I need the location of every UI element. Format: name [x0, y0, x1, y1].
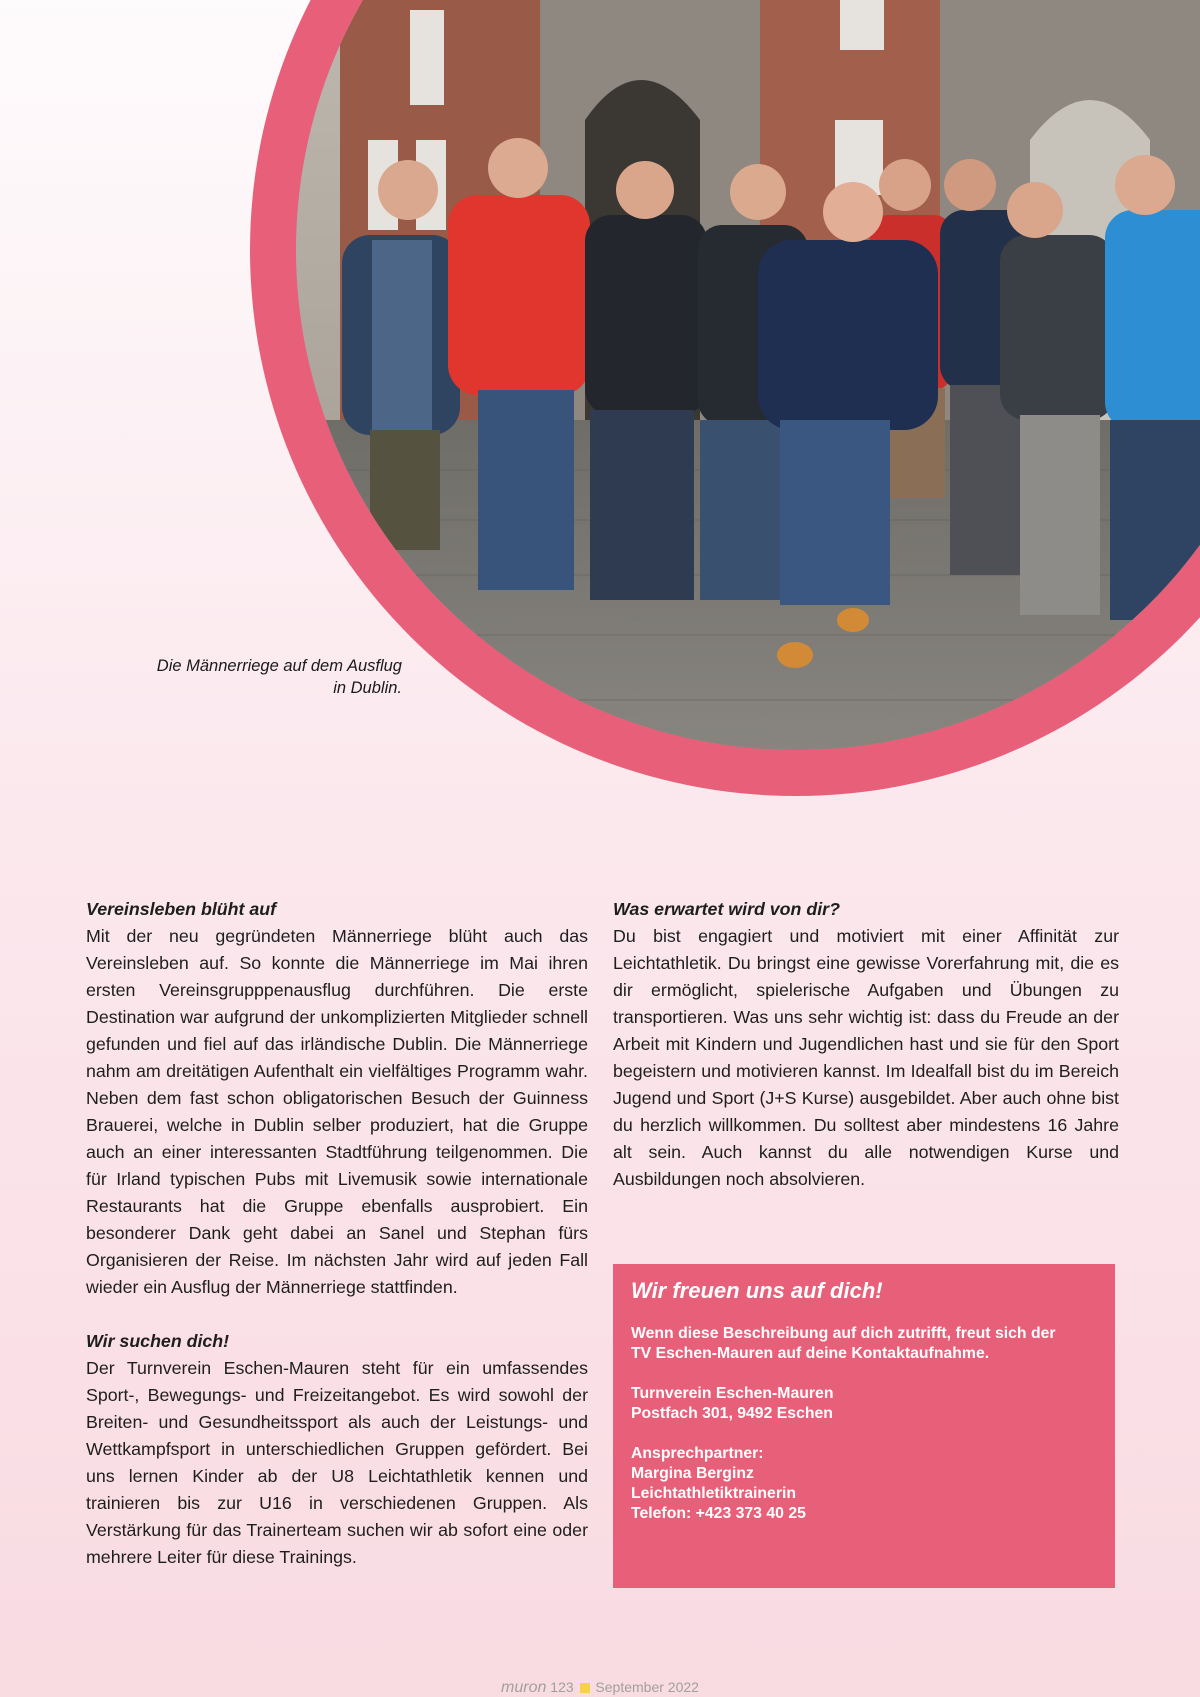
caption-line-1: Die Männerriege auf dem Ausflug [156, 657, 402, 675]
photo-caption [120, 655, 402, 699]
section-text-was-erwartet: Du bist engagiert und motiviert mit einer Affinität zur Leichtathletik. Du bringst eine gewisse Vorerfahrung mit, die es dir ermöglicht, spielerische Aufgaben und Übungen zu transportieren. Was uns sehr wichtig ist: dass du Freude an der Arbeit mit Kindern und Jugendlichen hast und sie für den Sport begeistern und motivieren kannst. Im Idealfall bist du im Bereich Jugend und Sport (J+S Kurse) ausgebildet. Aber auch ohne bist du herzlich willkommen. Du solltest aber mindestens 16 Jahre alt sein. Auch kannst du alle notwendigen Kurse und Ausbildungen noch absolvieren. [613, 926, 1119, 1189]
contact-label: Ansprechpartner: [631, 1445, 764, 1462]
contact-box-title: Wir freuen uns auf dich! [631, 1278, 883, 1303]
yellow-square-icon [580, 1683, 590, 1693]
contact-box [613, 1264, 1115, 1588]
org-name: Turnverein Eschen-Mauren [631, 1385, 834, 1402]
left-column [86, 896, 588, 1571]
contact-phone: Telefon: +423 373 40 25 [631, 1505, 806, 1522]
issue-date: September 2022 [595, 1679, 699, 1695]
contact-role: Leichtathletiktrainerin [631, 1485, 797, 1502]
contact-intro [631, 1324, 1097, 1364]
caption-line-2: in Dublin. [333, 679, 402, 697]
section-heading-vereinsleben: Vereinsleben blüht auf [86, 899, 277, 919]
contact-person [631, 1444, 1097, 1524]
right-column [613, 896, 1119, 1193]
contact-intro-line-1: Wenn diese Beschreibung auf dich zutrifft, freut sich der [631, 1325, 1056, 1342]
org-address: Postfach 301, 9492 Eschen [631, 1405, 833, 1422]
section-heading-wir-suchen: Wir suchen dich! [86, 1331, 230, 1351]
page-footer [0, 1678, 1200, 1697]
section-text-vereinsleben: Mit der neu gegründeten Männerriege blüht auch das Vereinsleben auf. So konnte die Männerriege im Mai ihren ersten Vereinsgrupppenausflug durchführen. Die erste Destination war aufgrund der unkomplizierten Mitglieder schnell gefunden und fiel auf das irländische Dublin. Die Männerriege nahm am dreitätigen Aufenthalt ein vielfältiges Programm wahr. Neben dem fast schon obligatorischen Besuch der Guinness Brauerei, welche in Dublin selber produziert, hat die Gruppe auch an einer interessanten Stadtführung teilgenommen. Die für Irland typischen Pubs mit Livemusik sowie internationale Restaurants hat die Gruppe ebenfalls ausprobiert. Ein besonderer Dank geht dabei an Sanel und Stephan fürs Organisieren der Reise. Im nächsten Jahr wird auf jeden Fall wieder ein Ausflug der Männerriege stattfinden. [86, 926, 588, 1297]
section-heading-was-erwartet: Was erwartet wird von dir? [613, 899, 840, 919]
magazine-name: muron [501, 1679, 547, 1696]
section-text-wir-suchen: Der Turnverein Eschen-Mauren steht für ein umfassendes Sport-, Bewegungs- und Freizeitangebot. Es wird sowohl der Breiten- und Gesundheitssport als auch der Leistungs- und Wettkampfsport in unterschiedlichen Gruppen gefördert. Bei uns lernen Kinder ab der U8 Leichtathletik kennen und trainieren bis zur U16 in verschiedenen Gruppen. Als Verstärkung für das Trainerteam suchen wir ab sofort eine oder mehrere Leiter für diese Trainings. [86, 1358, 588, 1567]
contact-intro-line-2: TV Eschen-Mauren auf deine Kontaktaufnahme. [631, 1345, 990, 1362]
contact-name: Margina Berginz [631, 1465, 754, 1482]
issue-number: 123 [550, 1679, 574, 1695]
contact-organisation [631, 1384, 1097, 1424]
